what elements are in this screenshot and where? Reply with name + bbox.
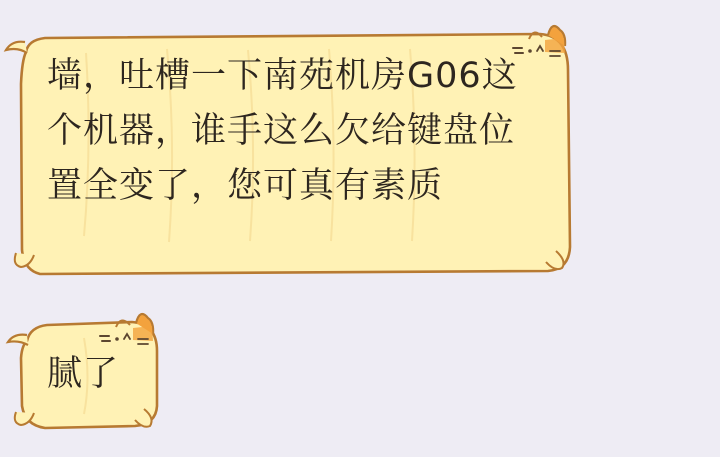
message-text: 腻了 — [47, 354, 120, 394]
cat-speech-bubble-1 — [0, 22, 720, 292]
cat-speech-bubble-2 — [0, 310, 720, 440]
message-text: 墙，吐槽一下南苑机房G06这个机器，谁手这么欠给键盘位置全变了，您可真有素质 — [47, 56, 518, 206]
